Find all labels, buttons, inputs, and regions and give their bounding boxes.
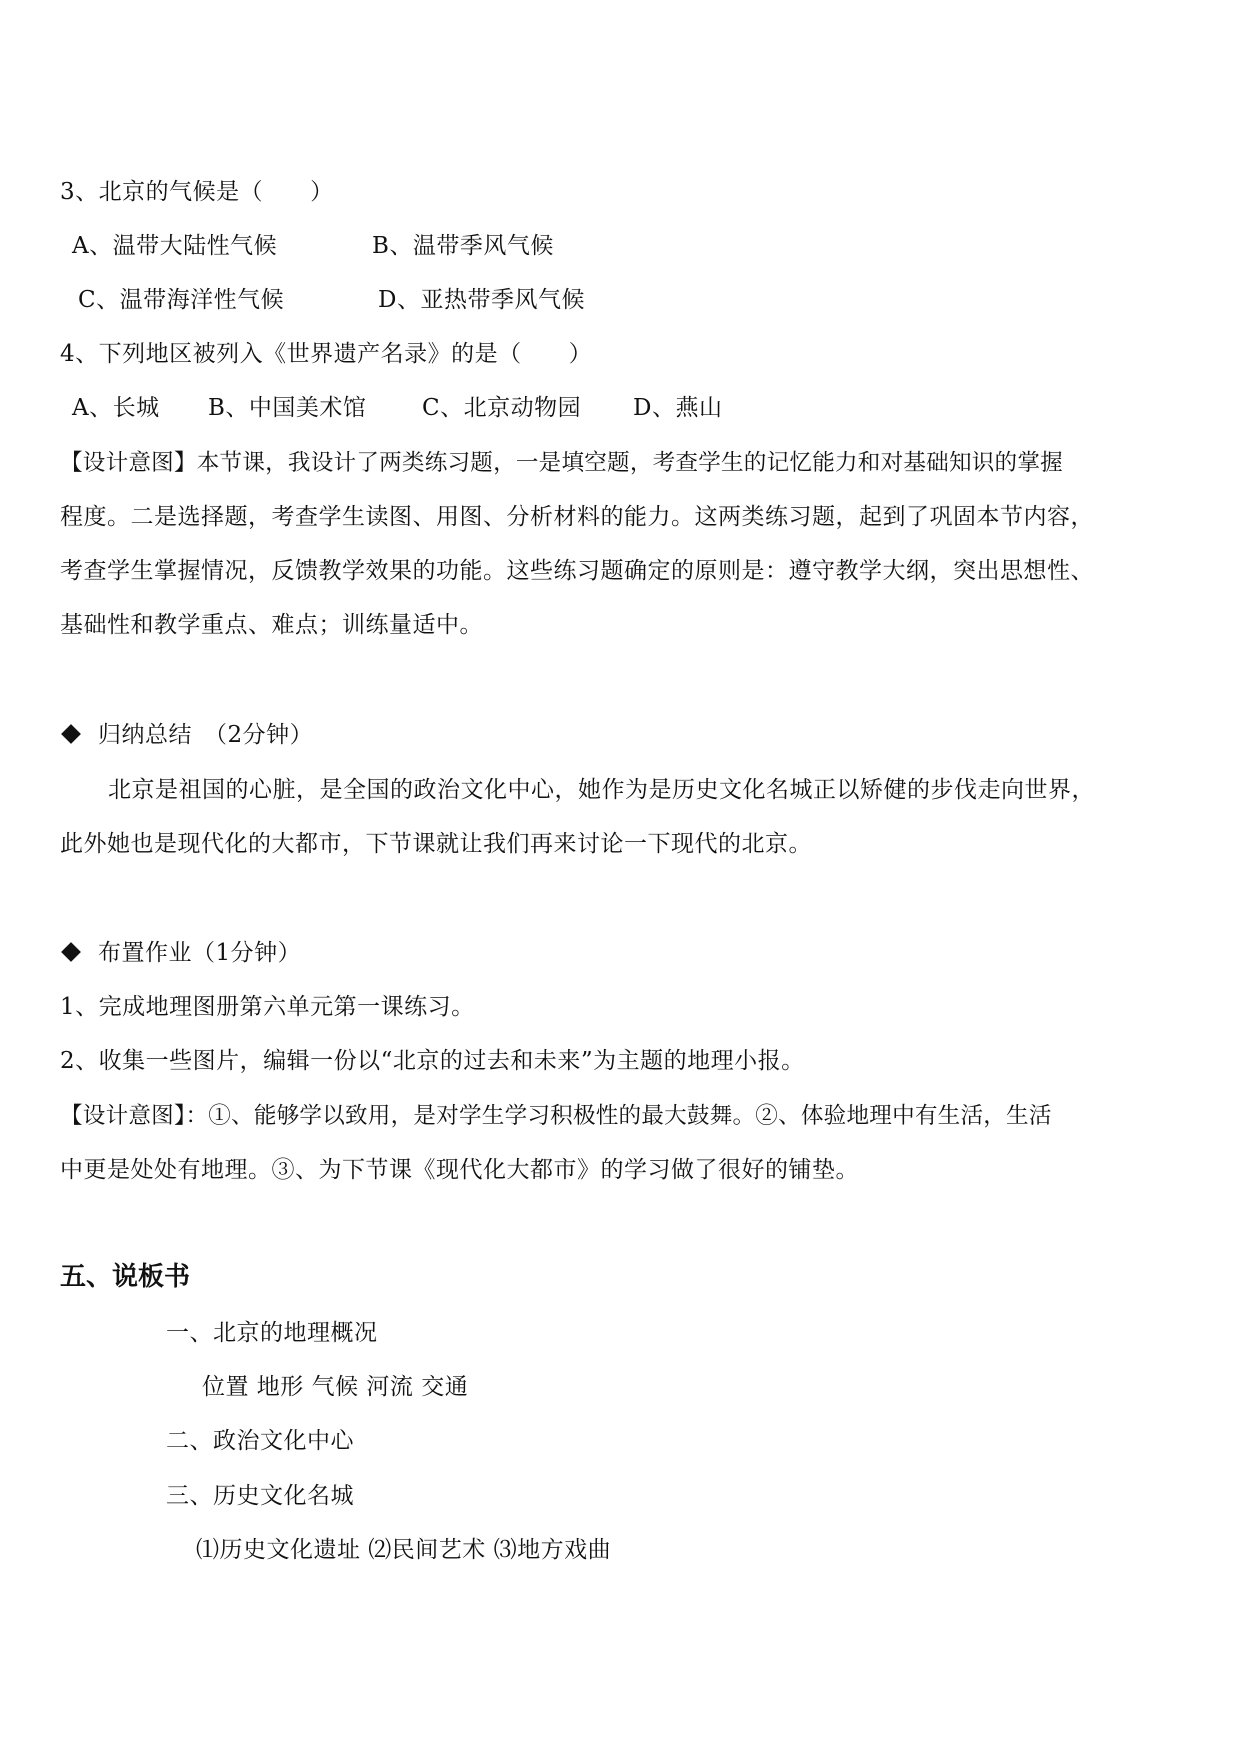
homework-item-1: 1、完成地理图册第六单元第一课练习。 bbox=[60, 994, 475, 1020]
homework-heading bbox=[60, 938, 301, 968]
diamond-bullet-icon bbox=[61, 942, 81, 962]
board-section-title: 五、说板书 bbox=[60, 1262, 191, 1292]
summary-heading bbox=[60, 720, 313, 750]
question-4-option-a: A、长城 bbox=[72, 395, 160, 421]
board-item-1-details: 位置 地形 气候 河流 交通 bbox=[202, 1374, 469, 1400]
design-intent-1-line-2: 程度。二是选择题，考查学生读图、用图、分析材料的能力。这两类练习题，起到了巩固本节内容， bbox=[60, 504, 1094, 530]
question-3-option-d: D、亚热带季风气候 bbox=[378, 287, 585, 313]
board-item-1: 一、北京的地理概况 bbox=[166, 1320, 378, 1346]
homework-heading-text: 布置作业（1分钟） bbox=[98, 940, 302, 966]
question-3-stem: 3、北京的气候是（ ） bbox=[60, 179, 334, 205]
design-intent-1-line-1: 【设计意图】本节课，我设计了两类练习题，一是填空题，考查学生的记忆能力和对基础知识的掌握 bbox=[60, 450, 1063, 476]
design-intent-1-line-4: 基础性和教学重点、难点；训练量适中。 bbox=[60, 612, 483, 638]
question-4-option-c: C、北京动物园 bbox=[422, 395, 582, 421]
board-item-3: 三、历史文化名城 bbox=[166, 1483, 354, 1509]
question-4-option-d: D、燕山 bbox=[633, 395, 723, 421]
design-intent-2-line-2: 中更是处处有地理。③、为下节课《现代化大都市》的学习做了很好的铺垫。 bbox=[60, 1157, 859, 1183]
design-intent-1-line-3: 考查学生掌握情况，反馈教学效果的功能。这些练习题确定的原则是：遵守教学大纲，突出思想性、 bbox=[60, 558, 1094, 584]
question-4-stem: 4、下列地区被列入《世界遗产名录》的是（ ） bbox=[60, 341, 593, 367]
design-intent-2-line-1: 【设计意图】：①、能够学以致用，是对学生学习积极性的最大鼓舞。②、体验地理中有生活，生活 bbox=[60, 1103, 1052, 1129]
summary-line-2: 此外她也是现代化的大都市，下节课就让我们再来讨论一下现代的北京。 bbox=[60, 831, 812, 857]
homework-item-2: 2、收集一些图片，编辑一份以“北京的过去和未来”为主题的地理小报。 bbox=[60, 1048, 805, 1074]
board-item-3-details: ⑴历史文化遗址 ⑵民间艺术 ⑶地方戏曲 bbox=[196, 1537, 612, 1563]
question-3-option-c: C、温带海洋性气候 bbox=[78, 287, 285, 313]
question-4-option-b: B、中国美术馆 bbox=[208, 395, 367, 421]
question-3-option-b: B、温带季风气候 bbox=[372, 233, 554, 259]
summary-line-1: 北京是祖国的心脏，是全国的政治文化中心，她作为是历史文化名城正以矫健的步伐走向世界， bbox=[108, 777, 1095, 803]
summary-heading-text: 归纳总结 （2分钟） bbox=[98, 722, 314, 748]
board-item-2: 二、政治文化中心 bbox=[166, 1428, 354, 1454]
question-3-option-a: A、温带大陆性气候 bbox=[72, 233, 278, 259]
diamond-bullet-icon bbox=[61, 724, 81, 744]
